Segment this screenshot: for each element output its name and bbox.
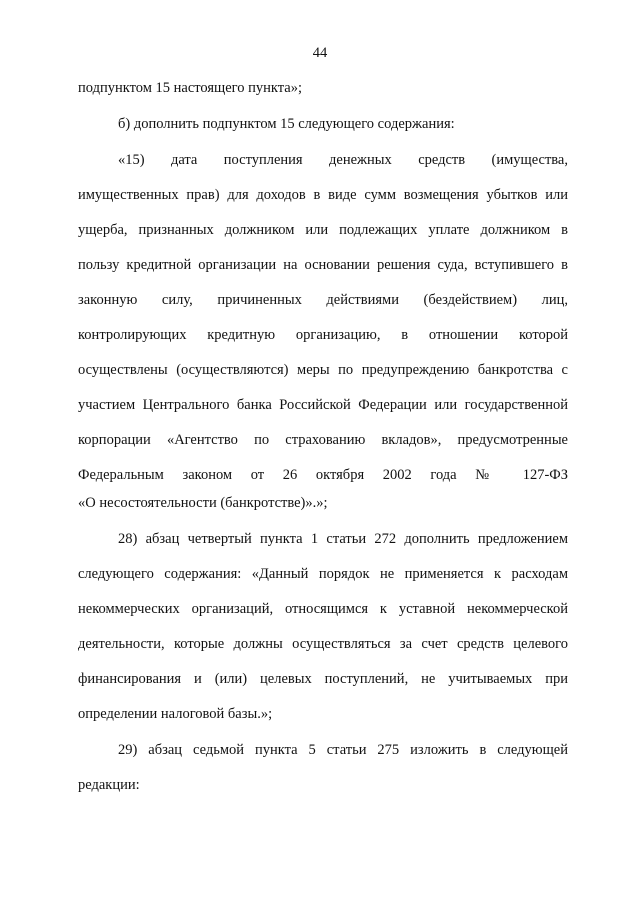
text-line: осуществлены (осуществляются) меры по предупреждению банкротства с: [78, 362, 568, 378]
text-line: корпорации «Агентство по страхованию вкладов», предусмотренные: [78, 432, 568, 448]
text-line: некоммерческих организаций, относящимся к уставной некоммерческой: [78, 601, 568, 617]
text-line: редакции:: [78, 777, 140, 793]
text-line: следующего содержания: «Данный порядок не применяется к расходам: [78, 566, 568, 582]
text-line: «15) дата поступления денежных средств (имущества,: [118, 152, 568, 168]
text-line: пользу кредитной организации на основании решения суда, вступившего в: [78, 257, 568, 273]
text-line: деятельности, которые должны осуществляться за счет средств целевого: [78, 636, 568, 652]
text-line: контролирующих кредитную организацию, в отношении которой: [78, 327, 568, 343]
text-line: «О несостоятельности (банкротстве)».»;: [78, 495, 328, 511]
page-number: 44: [312, 45, 328, 61]
text-line: ущерба, признанных должником или подлежащих уплате должником в: [78, 222, 568, 238]
text-line: 28) абзац четвертый пункта 1 статьи 272 дополнить предложением: [118, 531, 568, 547]
text-line: 29) абзац седьмой пункта 5 статьи 275 изложить в следующей: [118, 742, 568, 758]
text-line: б) дополнить подпунктом 15 следующего содержания:: [118, 116, 455, 132]
text-line: подпунктом 15 настоящего пункта»;: [78, 80, 302, 96]
text-line: участием Центрального банка Российской Федерации или государственной: [78, 397, 568, 413]
text-line: Федеральным законом от 26 октября 2002 года № 127-ФЗ: [78, 467, 568, 483]
text-line: имущественных прав) для доходов в виде сумм возмещения убытков или: [78, 187, 568, 203]
text-line: финансирования и (или) целевых поступлений, не учитываемых при: [78, 671, 568, 687]
text-line: законную силу, причиненных действиями (бездействием) лиц,: [78, 292, 568, 308]
text-line: определении налоговой базы.»;: [78, 706, 273, 722]
